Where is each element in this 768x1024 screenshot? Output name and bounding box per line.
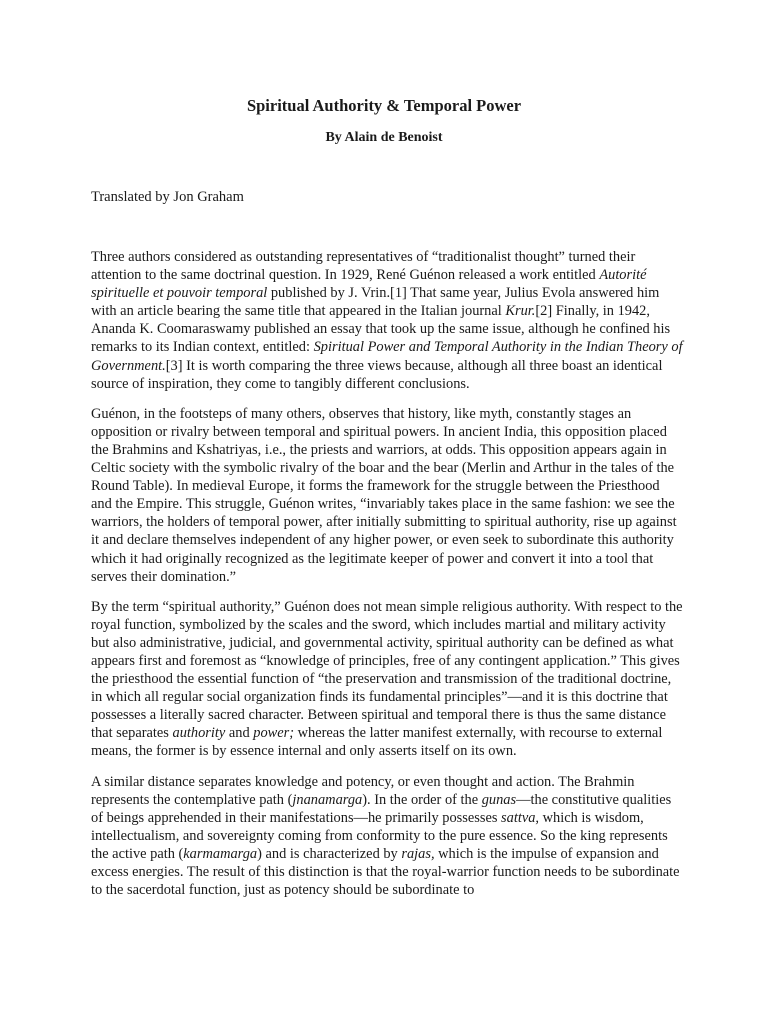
paragraph-3-text: whereas the latter manifest externally, with recourse to external means, the former is by essence internal and only asserts itself on its own.: [91, 725, 663, 760]
paragraph-2: Guénon, in the footsteps of many others, observes that history, like myth, constantly stages an opposition or rivalry between temporal and spiritual powers. In ancient India, this opposition placed the Brahmins and Kshatriyas, i.e., the priests and warriors, at odds. This opposition appears again in Celtic society with the symbolic rivalry of the boar and the bear (Merlin and Arthur in the tales of the Round Table). In medieval Europe, it forms the framework for the struggle between the Priesthood and the Empire. This struggle, Guénon writes, “invariably takes place in the same fashion: we see the warriors, the holders of temporal power, after initially submitting to spiritual authority, rise up against it and declare themselves independent of any higher power, or even seek to subordinate this authority which it had originally recognized as the legitimate keeper of power and convert it into a tool that serves their domination.”: [91, 405, 677, 585]
italic-power: power;: [253, 725, 295, 742]
paragraph-3-text: By the term “spiritual authority,” Guénon does not mean simple religious authority. With respect to the royal function, symbolized by the scales and the sword, which includes martial and military activity but also administrative, judicial, and governmental activity, spiritual authority can be defined as what appears first and foremost as “knowledge of principles, free of any contingent application.” This gives the priesthood the essential function of “the preservation and transmission of the traditional doctrine, in which all regular social organization finds its fundamental principles”—and it is this doctrine that possesses a literally sacred character. Between spiritual and temporal there is thus the same distance that separates: [91, 598, 683, 742]
paragraph-3: [91, 598, 683, 761]
author-byline: By Alain de Benoist: [325, 130, 443, 145]
italic-rajas: rajas,: [401, 845, 435, 862]
paragraph-1: [91, 248, 683, 393]
italic-title-autorite: Autorité spirituelle et pouvoir temporal: [91, 267, 647, 302]
paragraph-4: [91, 773, 683, 900]
italic-title-spiritual-power: Spiritual Power and Temporal Authority in the Indian Theory of Government.: [91, 339, 683, 374]
document-body: [91, 248, 683, 911]
italic-jnanamarga: jnanamarga: [292, 791, 363, 808]
paragraph-1-text: published by J. Vrin.[1] That same year, Julius Evola answered him with an article bearing the same title that appeared in the Italian journal: [91, 285, 660, 320]
paragraph-4-text: ) and is characterized by: [257, 845, 402, 862]
paragraph-1-text: [3] It is worth comparing the three views because, although all three boast an identical source of inspiration, they come to tangibly different conclusions.: [91, 357, 663, 392]
italic-journal-krur: Krur.: [505, 303, 536, 320]
paragraph-4-text: which is wisdom, intellectualism, and sovereignty coming from conformity to the pure essence. So the king represents the active path (: [91, 809, 668, 862]
paragraph-4-text: ). In the order of the: [362, 791, 482, 808]
translator-credit: Translated by Jon Graham: [91, 189, 244, 205]
paragraph-4-text: A similar distance separates knowledge and potency, or even thought and action. The Brahmin represents the contemplative path (: [91, 773, 635, 808]
italic-authority: authority: [172, 725, 226, 742]
paragraph-4-text: which is the impulse of expansion and excess energies. The result of this distinction is that the royal-warrior function needs to be subordinate to the sacerdotal function, just as potency should be subordinate to: [91, 845, 680, 899]
paragraph-3-text: and: [225, 725, 254, 742]
paragraph-4-text: —the constitutive qualities of beings apprehended in their manifestations—he primarily possesses: [91, 791, 672, 826]
italic-gunas: gunas: [481, 791, 517, 808]
paragraph-1-text: Three authors considered as outstanding representatives of “traditionalist thought” turned their attention to the same doctrinal question. In 1929, René Guénon released a work entitled: [91, 249, 636, 284]
italic-sattva: sattva,: [501, 809, 540, 826]
paragraph-1-text: [2] Finally, in 1942, Ananda K. Coomaraswamy published an essay that took up the same issue, although he confined his remarks to its Indian context, entitled:: [91, 303, 671, 356]
document-title: Spiritual Authority & Temporal Power: [246, 96, 522, 115]
italic-karmamarga: karmamarga: [183, 845, 258, 862]
